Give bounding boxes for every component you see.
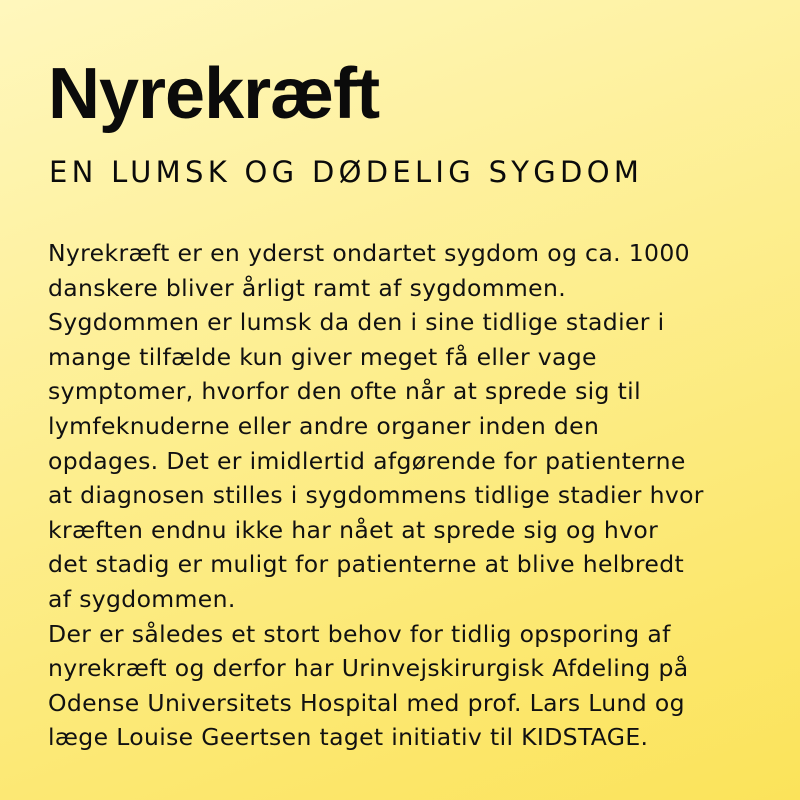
- body-line: af sygdommen.: [48, 584, 236, 613]
- body-line: nyrekræft og derfor har Urinvejskirurgisk Afdeling på: [48, 654, 689, 683]
- body-line: mange tilfælde kun giver meget få eller vage: [48, 342, 597, 371]
- body-line: Sygdommen er lumsk da den i sine tidlige stadier i: [48, 308, 665, 337]
- body-line: kræften endnu ikke har nået at sprede sig og hvor: [48, 515, 659, 544]
- body-paragraph: [48, 236, 773, 755]
- body-line: Odense Universitets Hospital med prof. Lars Lund og: [48, 688, 685, 717]
- page-subtitle: EN LUMSK OG DØDELIG SYGDOM: [49, 155, 644, 189]
- body-line: Nyrekræft er en yderst ondartet sygdom og ca. 1000: [48, 239, 690, 267]
- body-line: lymfeknuderne eller andre organer inden den: [48, 411, 600, 440]
- body-line: læge Louise Geertsen taget initiativ til KIDSTAGE.: [48, 723, 649, 752]
- body-line: symptomer, hvorfor den ofte når at sprede sig til: [48, 377, 641, 406]
- body-line: Der er således et stort behov for tidlig opsporing af: [48, 619, 671, 648]
- body-line: det stadig er muligt for patienterne at blive helbredt: [48, 550, 685, 579]
- page-title: Nyrekræft: [48, 54, 380, 134]
- body-line: danskere bliver årligt ramt af sygdommen.: [48, 273, 567, 302]
- body-line: at diagnosen stilles i sygdommens tidlige stadier hvor: [48, 481, 704, 510]
- body-line: opdages. Det er imidlertid afgørende for patienterne: [48, 446, 686, 475]
